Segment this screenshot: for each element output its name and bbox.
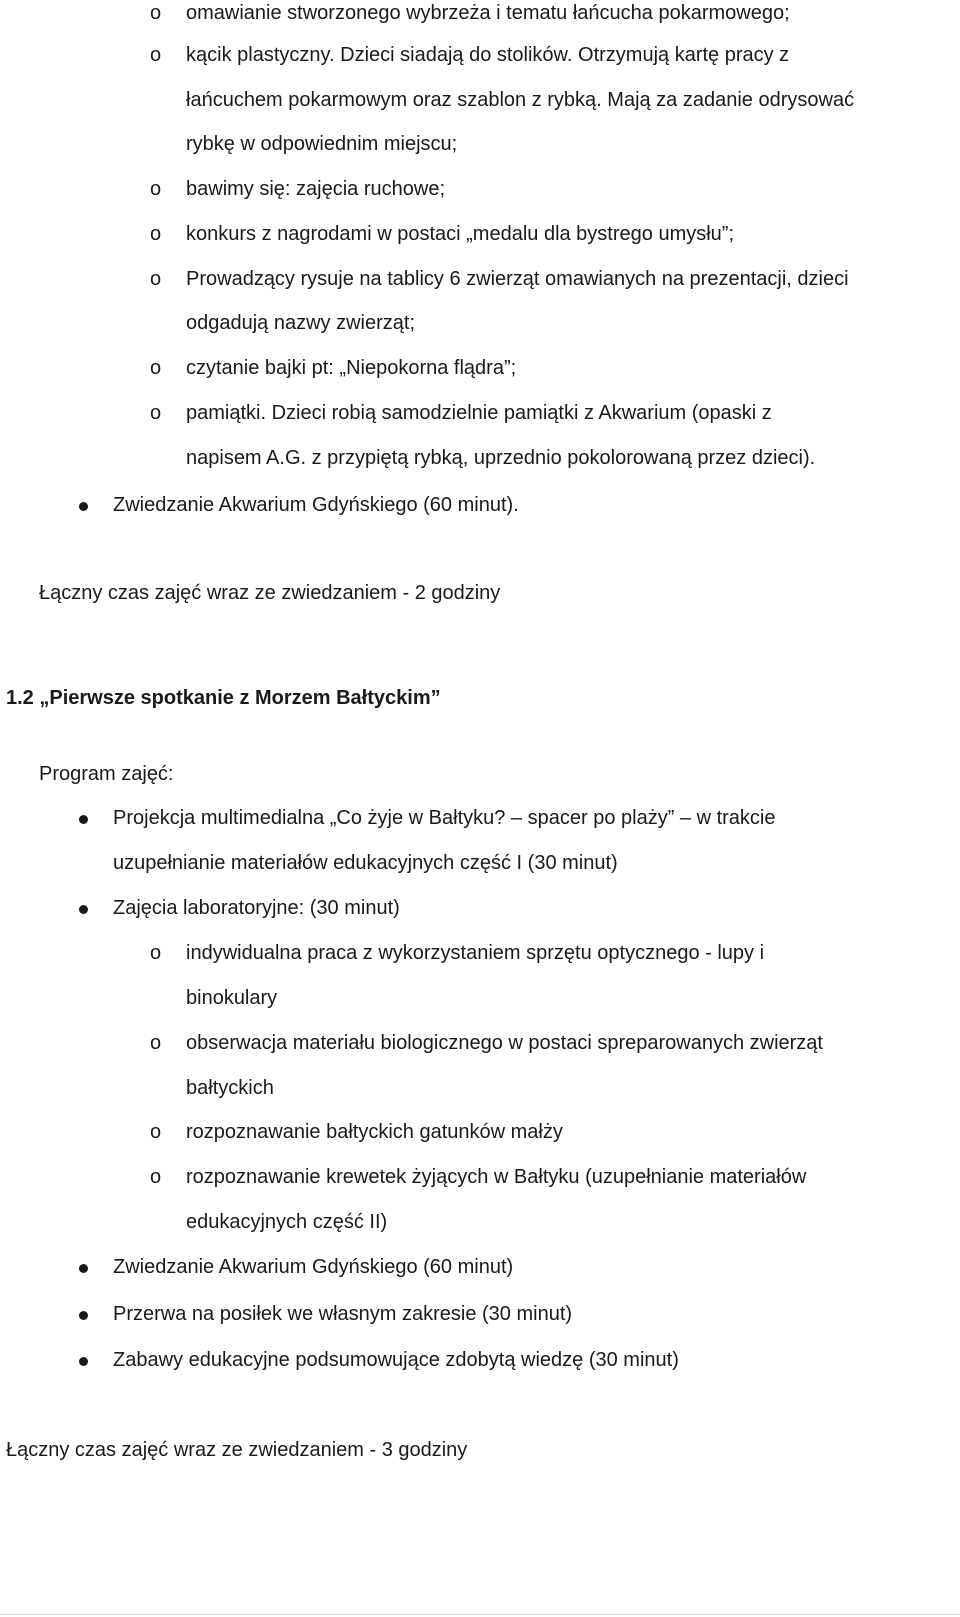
list-item-continuation: napisem A.G. z przypiętą rybką, uprzednio pokolorowaną przez dzieci). [186,447,816,469]
list-item-continuation: uzupełnianie materiałów edukacyjnych część I (30 minut) [113,852,618,874]
sub-bullet-marker: o [150,223,162,245]
list-item: czytanie bajki pt: „Niepokorna flądra”; [186,357,517,379]
list-item-continuation: rybkę w odpowiednim miejscu; [186,133,458,155]
sub-bullet-marker: o [150,942,162,964]
list-item: Zajęcia laboratoryjne: (30 minut) [113,897,400,919]
total-time-text: Łączny czas zajęć wraz ze zwiedzaniem - 2 godziny [39,582,501,604]
list-item: rozpoznawanie bałtyckich gatunków małży [186,1121,563,1143]
section-heading: 1.2 „Pierwsze spotkanie z Morzem Bałtyckim” [6,687,441,709]
list-item: Zwiedzanie Akwarium Gdyńskiego (60 minut) [113,1256,514,1278]
list-item: rozpoznawanie krewetek żyjących w Bałtyku (uzupełnianie materiałów [186,1166,807,1188]
bullet-dot-icon [79,1357,88,1366]
sub-bullet-marker: o [150,1032,162,1054]
list-item: obserwacja materiału biologicznego w postaci spreparowanych zwierząt [186,1032,823,1054]
program-heading: Program zajęć: [39,763,174,785]
list-item: pamiątki. Dzieci robią samodzielnie pamiątki z Akwarium (opaski z [186,402,772,424]
bullet-dot-icon [79,905,88,914]
list-item: Prowadzący rysuje na tablicy 6 zwierząt omawianych na prezentacji, dzieci [186,268,849,290]
list-item: konkurs z nagrodami w postaci „medalu dla bystrego umysłu”; [186,223,735,245]
sub-bullet-marker: o [150,357,162,379]
list-item: Projekcja multimedialna „Co żyje w Bałtyku? – spacer po plaży” – w trakcie [113,807,776,829]
sub-bullet-marker: o [150,2,162,24]
bullet-dot-icon [79,1264,88,1273]
sub-bullet-marker: o [150,1166,162,1188]
sub-bullet-marker: o [150,268,162,290]
list-item: Zabawy edukacyjne podsumowujące zdobytą wiedzę (30 minut) [113,1349,679,1371]
list-item: kącik plastyczny. Dzieci siadają do stolików. Otrzymują kartę pracy z [186,44,790,66]
bullet-dot-icon [79,815,88,824]
list-item-continuation: edukacyjnych część II) [186,1211,388,1233]
list-item: Przerwa na posiłek we własnym zakresie (30 minut) [113,1303,573,1325]
page-bottom-divider [0,1614,960,1615]
list-item: Zwiedzanie Akwarium Gdyńskiego (60 minut). [113,494,519,516]
list-item: omawianie stworzonego wybrzeża i tematu łańcucha pokarmowego; [186,2,790,24]
sub-bullet-marker: o [150,402,162,424]
list-item-continuation: bałtyckich [186,1077,274,1099]
list-item-continuation: łańcuchem pokarmowym oraz szablon z rybką. Mają za zadanie odrysować [186,89,855,111]
sub-bullet-marker: o [150,44,162,66]
sub-bullet-marker: o [150,1121,162,1143]
list-item: indywidualna praca z wykorzystaniem sprzętu optycznego - lupy i [186,942,765,964]
bullet-dot-icon [79,502,88,511]
list-item: bawimy się: zajęcia ruchowe; [186,178,445,200]
total-time-text: Łączny czas zajęć wraz ze zwiedzaniem - 3 godziny [6,1439,468,1461]
bullet-dot-icon [79,1311,88,1320]
sub-bullet-marker: o [150,178,162,200]
list-item-continuation: odgadują nazwy zwierząt; [186,312,416,334]
list-item-continuation: binokulary [186,987,278,1009]
